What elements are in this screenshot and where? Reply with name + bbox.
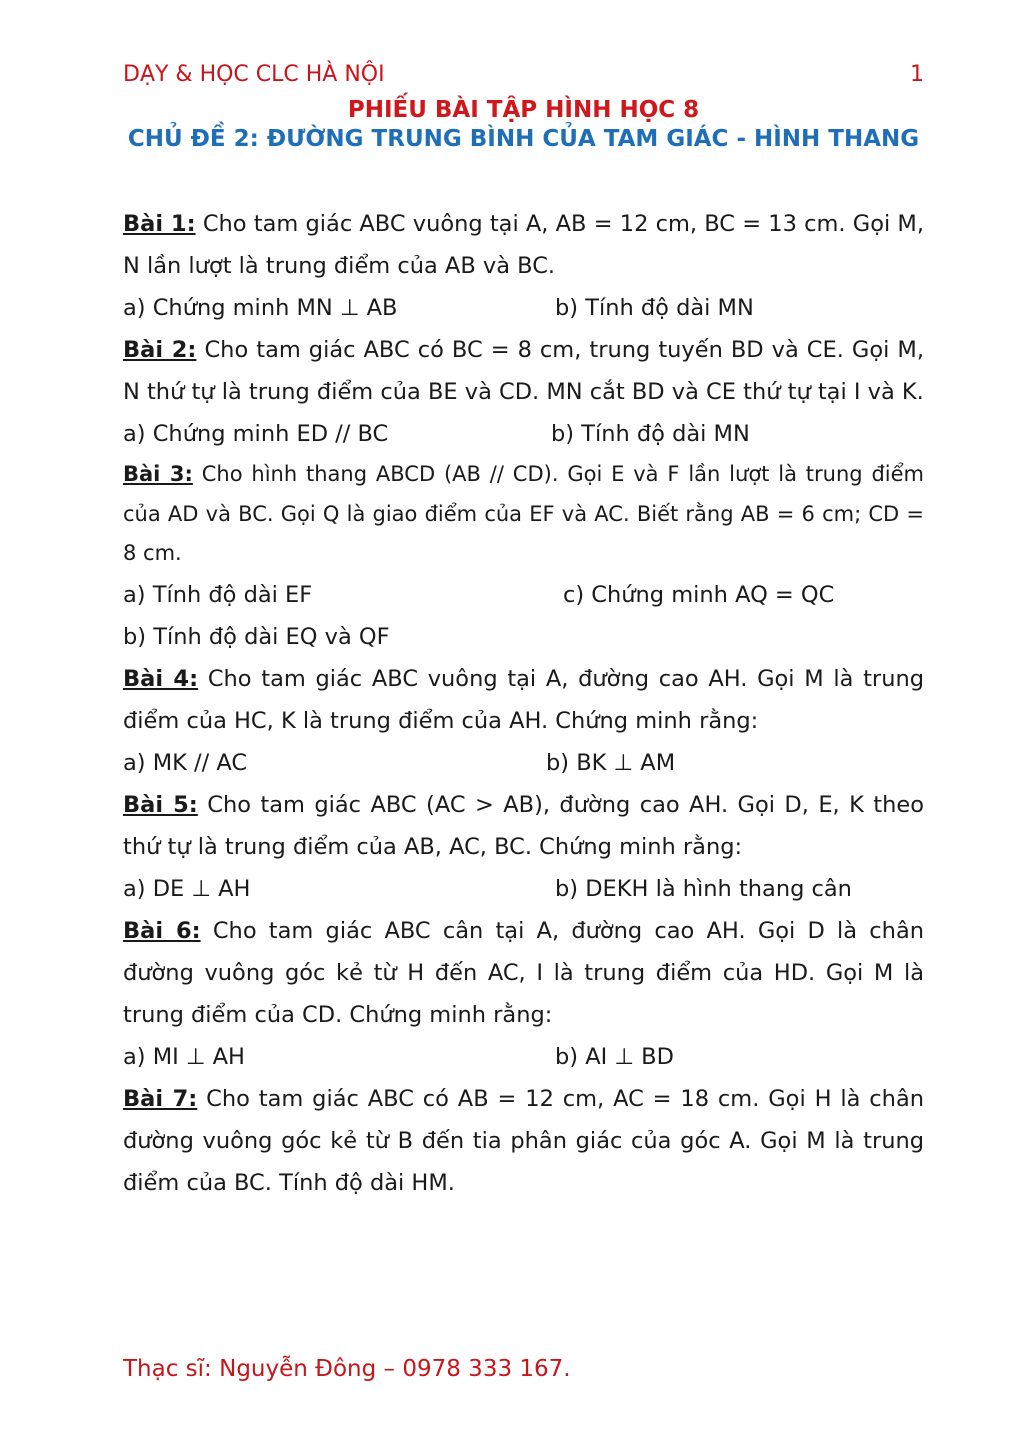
exercise-label: Bài 3:	[123, 462, 193, 486]
exercise-2	[123, 329, 924, 413]
part-b: b) AI ⊥ BD	[555, 1043, 674, 1070]
exercise-4	[123, 658, 924, 742]
exercise-text: Cho tam giác ABC có AB = 12 cm, AC = 18 cm. Gọi H là chân đường vuông góc kẻ từ B đến tia phân giác của góc A. Gọi M là trung điểm của BC. Tính độ dài HM.	[123, 1085, 924, 1196]
exercise-text: Cho tam giác ABC vuông tại A, đường cao AH. Gọi M là trung điểm của HC, K là trung điểm của AH. Chứng minh rằng:	[123, 665, 924, 734]
exercise-1	[123, 203, 924, 287]
part-a: a) MK // AC	[123, 749, 248, 776]
part-a: a) DE ⊥ AH	[123, 875, 251, 902]
exercise-parts	[123, 574, 924, 616]
part-b: b) BK ⊥ AM	[546, 749, 676, 776]
exercise-parts	[123, 287, 924, 329]
exercise-text: Cho tam giác ABC cân tại A, đường cao AH. Gọi D là chân đường vuông góc kẻ từ H đến AC, I là trung điểm của HD. Gọi M là trung điểm của CD. Chứng minh rằng:	[123, 917, 924, 1028]
exercise-parts	[123, 616, 924, 658]
exercise-5	[123, 784, 924, 868]
exercise-text: Cho tam giác ABC vuông tại A, AB = 12 cm, BC = 13 cm. Gọi M, N lần lượt là trung điểm của AB và BC.	[123, 211, 924, 279]
exercise-label: Bài 2:	[123, 337, 197, 363]
part-c: c) Chứng minh AQ = QC	[563, 581, 835, 608]
exercise-label: Bài 1:	[123, 211, 196, 237]
page-header	[123, 62, 924, 92]
exercise-label: Bài 4:	[123, 665, 199, 692]
part-b: b) Tính độ dài MN	[555, 295, 754, 321]
exercise-7	[123, 1078, 924, 1204]
part-b: b) Tính độ dài MN	[551, 421, 750, 447]
exercise-label: Bài 5:	[123, 791, 198, 818]
part-a: a) Chứng minh ED // BC	[123, 421, 389, 447]
exercise-parts	[123, 1036, 924, 1078]
exercise-parts	[123, 413, 924, 455]
page-number: 1	[910, 62, 924, 87]
exercise-parts	[123, 868, 924, 910]
exercise-label: Bài 6:	[123, 917, 201, 944]
exercise-list	[123, 203, 924, 1204]
exercise-3	[123, 455, 924, 574]
part-a: a) Tính độ dài EF	[123, 581, 313, 608]
part-b: b) Tính độ dài EQ và QF	[123, 623, 390, 650]
part-b: b) DEKH là hình thang cân	[555, 875, 852, 902]
exercise-text: Cho tam giác ABC có BC = 8 cm, trung tuyến BD và CE. Gọi M, N thứ tự là trung điểm của BE và CD. MN cắt BD và CE thứ tự tại I và K.	[123, 337, 924, 405]
part-a: a) Chứng minh MN ⊥ AB	[123, 295, 398, 321]
exercise-6	[123, 910, 924, 1036]
exercise-text: Cho tam giác ABC (AC > AB), đường cao AH. Gọi D, E, K theo thứ tự là trung điểm của AB, AC, BC. Chứng minh rằng:	[123, 791, 924, 860]
page-title: PHIẾU BÀI TẬP HÌNH HỌC 8	[347, 97, 700, 123]
exercise-label: Bài 7:	[123, 1085, 198, 1112]
exercise-parts	[123, 742, 924, 784]
author-footer: Thạc sĩ: Nguyễn Đông – 0978 333 167.	[123, 1356, 571, 1382]
exercise-text: Cho hình thang ABCD (AB // CD). Gọi E và F lần lượt là trung điểm của AD và BC. Gọi Q là giao điểm của EF và AC. Biết rằng AB = 6 cm; CD = 8 cm.	[123, 462, 925, 565]
part-a: a) MI ⊥ AH	[123, 1043, 245, 1070]
page-subtitle: CHỦ ĐỀ 2: ĐƯỜNG TRUNG BÌNH CỦA TAM GIÁC - HÌNH THANG	[127, 126, 920, 152]
organization-name: DẠY & HỌC CLC HÀ NỘI	[123, 62, 385, 87]
